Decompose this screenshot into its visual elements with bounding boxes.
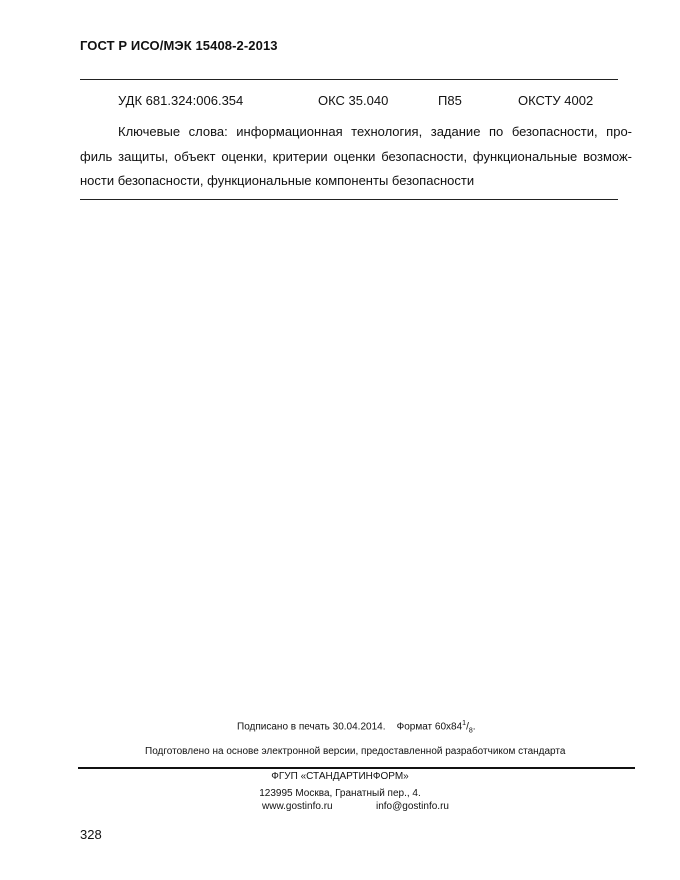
prepared-note: Подготовлено на основе электронной версии, предоставленной разработчиком стандарта [145, 746, 566, 757]
document-header: ГОСТ Р ИСО/МЭК 15408-2-2013 [80, 38, 278, 53]
signed-date: Подписано в печать 30.04.2014. [237, 721, 386, 733]
format-denominator: 8 [468, 727, 473, 735]
keywords-divider [80, 199, 618, 200]
top-divider [80, 79, 618, 80]
oks-code: ОКС 35.040 [318, 93, 389, 108]
signed-to-print: Подписано в печать 30.04.2014. Формат $60х84^1/_8$. [237, 720, 476, 735]
publisher-website[interactable]: www.gostinfo.ru [262, 801, 333, 812]
format-dot: . [472, 721, 476, 733]
keywords-line: Ключевые слова: информационная технология, задание по безопасности, про- [118, 124, 632, 139]
okstu-code: ОКСТУ 4002 [518, 93, 594, 108]
publisher-address: 123995 Москва, Гранатный пер., 4. [259, 788, 421, 799]
publisher-name: ФГУП «СТАНДАРТИНФОРМ» [271, 771, 409, 782]
keywords-line: ности безопасности, функциональные компоненты безопасности [80, 173, 475, 188]
publisher-email[interactable]: info@gostinfo.ru [376, 801, 449, 812]
keywords-paragraph [80, 120, 632, 194]
format-numerator: 1 [462, 720, 467, 727]
udk-code: УДК 681.324:006.354 [118, 93, 244, 108]
format-label: Формат 60х84 [396, 721, 463, 733]
keywords-line: филь защиты, объект оценки, критерии оценки безопасности, функциональные возмож- [80, 148, 632, 164]
page-number: 328 [80, 827, 102, 842]
imprint-divider [78, 767, 635, 769]
p-code: П85 [438, 93, 462, 108]
